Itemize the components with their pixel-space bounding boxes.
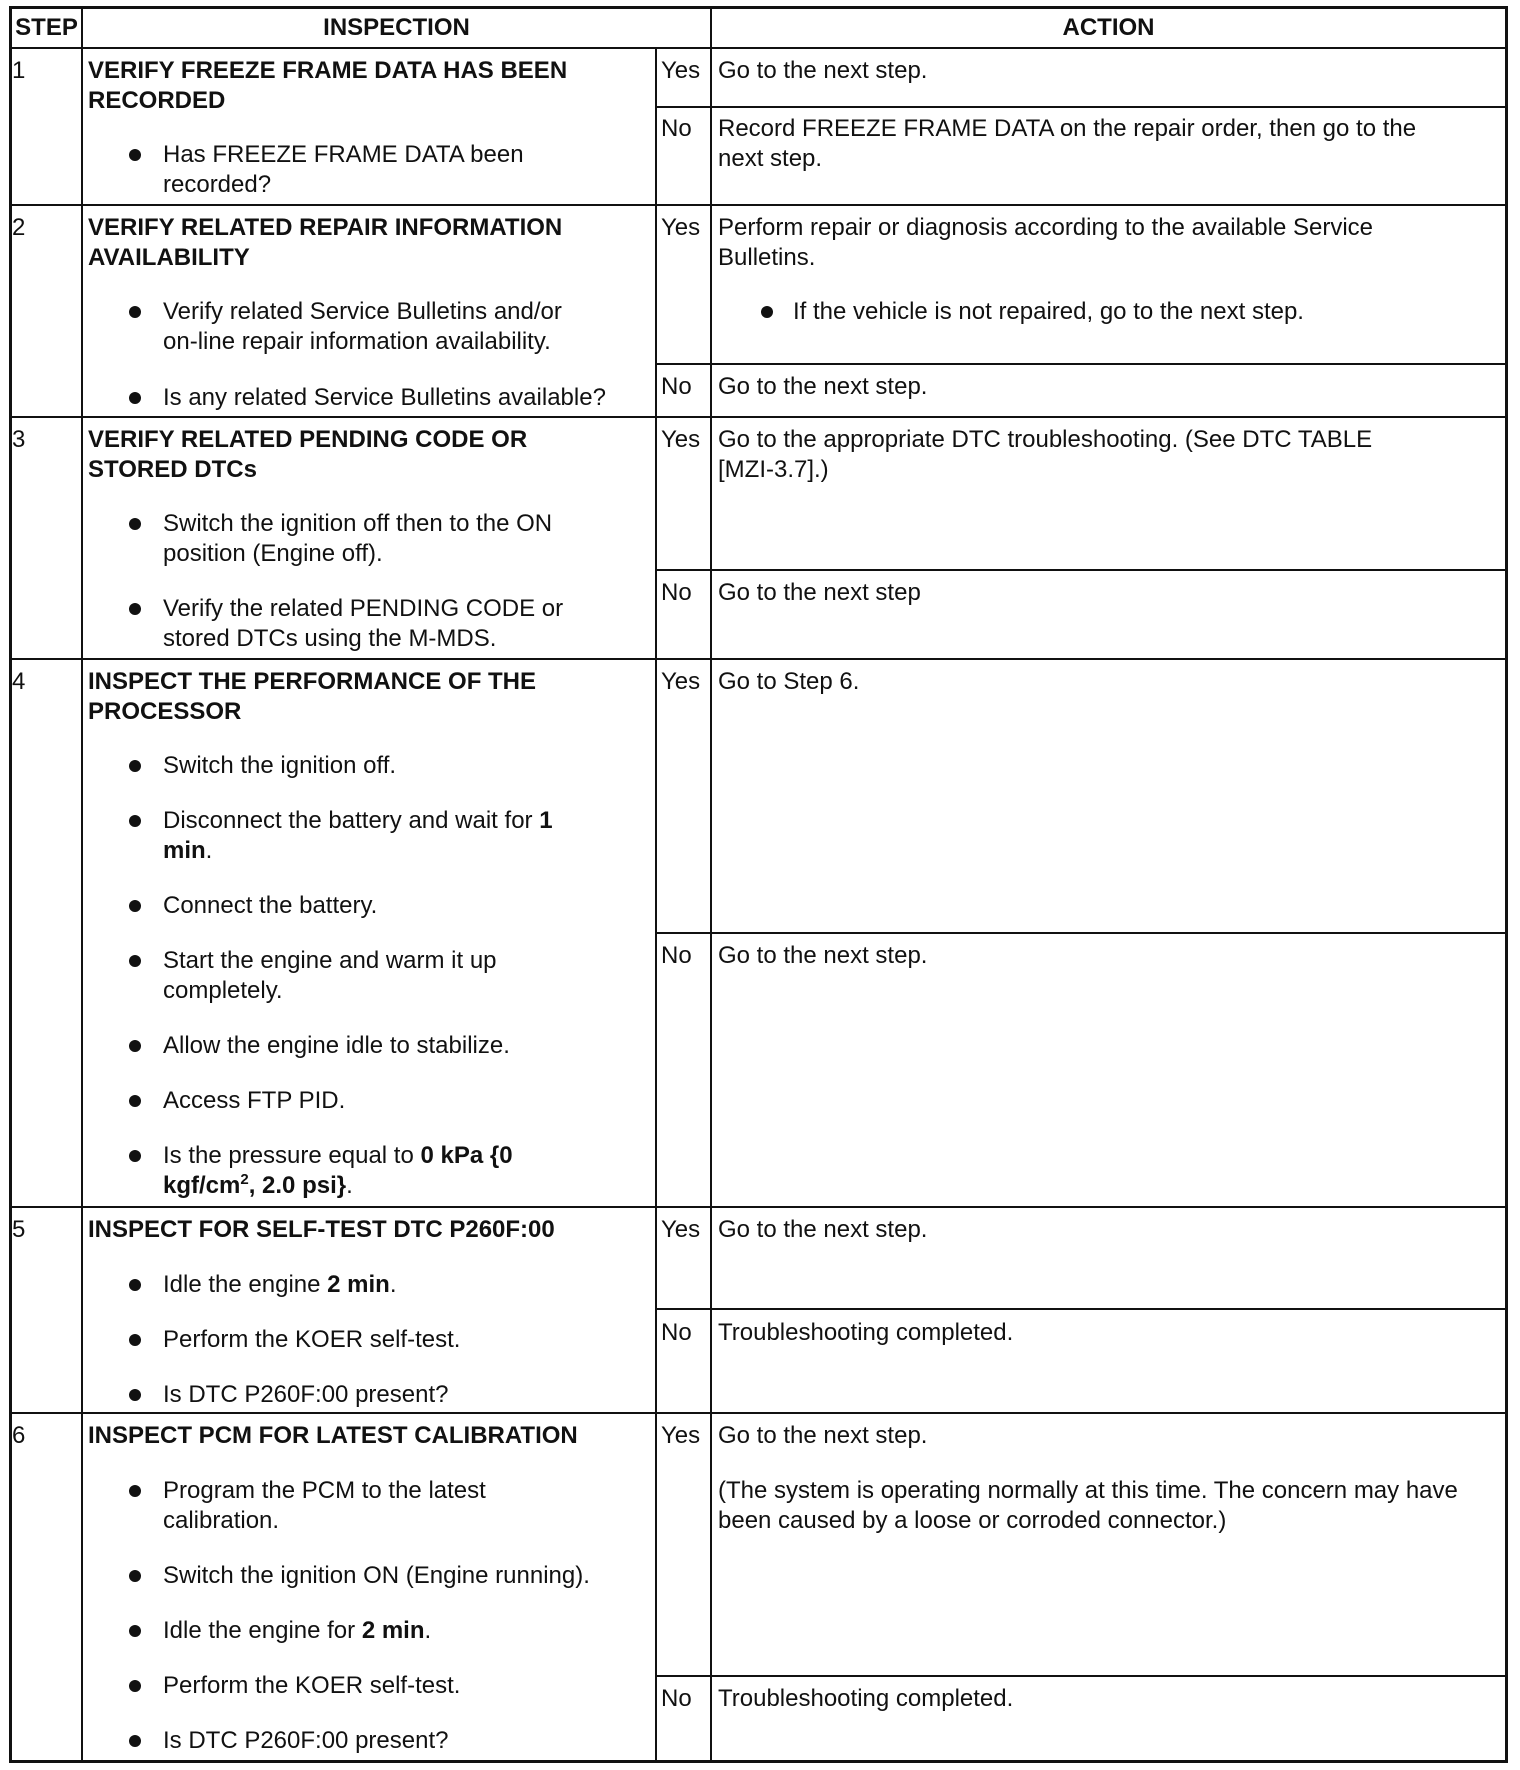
- no-action: Record FREEZE FRAME DATA on the repair order, then go to the: [718, 115, 1417, 142]
- check-item: position (Engine off).: [163, 540, 383, 567]
- check-text: .: [424, 1617, 432, 1644]
- check-item: completely.: [163, 977, 283, 1004]
- bullet-icon: [129, 1334, 141, 1346]
- bullet-icon: [129, 1485, 141, 1497]
- no-action: Go to the next step.: [718, 373, 928, 400]
- yes-no-divider: [655, 1675, 1508, 1677]
- check-value: 2: [240, 1171, 249, 1188]
- row-divider: [9, 658, 1508, 660]
- bullet-icon: [129, 1150, 141, 1162]
- step-title: INSPECT PCM FOR LATEST CALIBRATION: [88, 1422, 578, 1449]
- yes-no-divider: [655, 1308, 1508, 1310]
- check-item: Verify the related PENDING CODE or: [163, 595, 564, 622]
- table-border-right: [1505, 6, 1508, 1763]
- bullet-icon: [129, 149, 141, 161]
- bullet-icon: [129, 392, 141, 404]
- yes-label: Yes: [661, 668, 701, 695]
- no-label: No: [661, 373, 692, 400]
- check-item: [163, 1616, 431, 1646]
- step-title: RECORDED: [88, 87, 226, 114]
- check-item: Program the PCM to the latest: [163, 1477, 486, 1504]
- check-item: Has FREEZE FRAME DATA been: [163, 141, 524, 168]
- step-number: 4: [12, 668, 26, 695]
- no-action: Go to the next step: [718, 579, 921, 606]
- bullet-icon: [761, 306, 773, 318]
- check-text: Idle the engine: [163, 1271, 328, 1298]
- check-item: [163, 806, 553, 836]
- check-item: [163, 1141, 513, 1171]
- step-number: 5: [12, 1216, 26, 1243]
- row-divider: [9, 1412, 1508, 1414]
- header-action: ACTION: [1062, 14, 1155, 41]
- yes-action: (The system is operating normally at this time. The concern may have: [718, 1477, 1458, 1504]
- check-item: Is DTC P260F:00 present?: [163, 1727, 449, 1754]
- step-number: 6: [12, 1422, 26, 1449]
- check-item: Start the engine and warm it up: [163, 947, 497, 974]
- step-number: 2: [12, 214, 26, 241]
- yes-no-divider: [655, 363, 1508, 365]
- col-divider-step: [81, 6, 83, 1763]
- check-item: Verify related Service Bulletins and/or: [163, 298, 562, 325]
- step-title: VERIFY RELATED REPAIR INFORMATION: [88, 214, 563, 241]
- no-action: next step.: [718, 145, 823, 172]
- check-item: stored DTCs using the M-MDS.: [163, 625, 497, 652]
- check-text: Is the pressure equal to: [163, 1142, 421, 1169]
- step-number: 3: [12, 426, 26, 453]
- check-item: recorded?: [163, 171, 272, 198]
- yes-no-divider: [655, 106, 1508, 108]
- bullet-icon: [129, 900, 141, 912]
- bullet-icon: [129, 1279, 141, 1291]
- no-action: Go to the next step.: [718, 942, 928, 969]
- check-item: Switch the ignition off then to the ON: [163, 510, 553, 537]
- yes-label: Yes: [661, 426, 701, 453]
- check-text: .: [346, 1172, 353, 1199]
- yes-action-bullet: If the vehicle is not repaired, go to the next step.: [793, 298, 1304, 325]
- table-border-top: [9, 6, 1508, 9]
- header-inspection: INSPECTION: [323, 14, 470, 41]
- step-title: PROCESSOR: [88, 698, 242, 725]
- col-divider-inspection: [655, 47, 657, 1763]
- no-label: No: [661, 1685, 692, 1712]
- check-item: Switch the ignition off.: [163, 752, 397, 779]
- yes-no-divider: [655, 932, 1508, 934]
- yes-action: Go to the next step.: [718, 1422, 928, 1449]
- bullet-icon: [129, 1040, 141, 1052]
- yes-no-divider: [655, 569, 1508, 571]
- no-label: No: [661, 942, 692, 969]
- check-value: 1: [539, 807, 553, 834]
- bullet-icon: [129, 1735, 141, 1747]
- check-value: 0 kPa {0: [420, 1142, 513, 1169]
- bullet-icon: [129, 955, 141, 967]
- yes-label: Yes: [661, 1216, 701, 1243]
- check-value: kgf/cm: [163, 1172, 241, 1199]
- yes-action: Go to the next step.: [718, 1216, 928, 1243]
- step-title: INSPECT FOR SELF-TEST DTC P260F:00: [88, 1216, 555, 1243]
- check-item: Perform the KOER self-test.: [163, 1672, 461, 1699]
- yes-action: Bulletins.: [718, 244, 816, 271]
- check-value: 2 min: [361, 1617, 425, 1644]
- table-border-left: [9, 6, 12, 1763]
- check-text: .: [205, 837, 213, 864]
- header-step: STEP: [15, 14, 78, 41]
- no-action: Troubleshooting completed.: [718, 1319, 1014, 1346]
- yes-action: Perform repair or diagnosis according to the available Service: [718, 214, 1373, 241]
- check-item: Switch the ignition ON (Engine running).: [163, 1562, 590, 1589]
- step-number: 1: [12, 57, 26, 84]
- bullet-icon: [129, 603, 141, 615]
- yes-action: Go to the appropriate DTC troubleshooting. (See DTC TABLE: [718, 426, 1373, 453]
- bullet-icon: [129, 1389, 141, 1401]
- no-label: No: [661, 1319, 692, 1346]
- check-item: [163, 1270, 397, 1300]
- check-text: Idle the engine for: [163, 1617, 362, 1644]
- bullet-icon: [129, 1570, 141, 1582]
- no-action: Troubleshooting completed.: [718, 1685, 1014, 1712]
- bullet-icon: [129, 1680, 141, 1692]
- yes-action: Go to Step 6.: [718, 668, 860, 695]
- row-divider: [9, 204, 1508, 206]
- yes-action: [MZI-3.7].): [718, 456, 829, 483]
- yes-label: Yes: [661, 1422, 701, 1449]
- step-title: AVAILABILITY: [88, 244, 250, 271]
- check-item: calibration.: [163, 1507, 280, 1534]
- col-divider-action: [710, 6, 712, 1763]
- table-border-bottom: [9, 1760, 1508, 1763]
- step-title: VERIFY RELATED PENDING CODE OR: [88, 426, 528, 453]
- check-item: [163, 1171, 353, 1201]
- check-value: , 2.0 psi}: [248, 1172, 347, 1199]
- check-text: .: [389, 1271, 397, 1298]
- check-value: 2 min: [327, 1271, 390, 1298]
- check-item: Connect the battery.: [163, 892, 378, 919]
- yes-label: Yes: [661, 57, 701, 84]
- bullet-icon: [129, 518, 141, 530]
- bullet-icon: [129, 1625, 141, 1637]
- step-title: VERIFY FREEZE FRAME DATA HAS BEEN: [88, 57, 568, 84]
- step-title: STORED DTCs: [88, 456, 257, 483]
- no-label: No: [661, 579, 692, 606]
- row-divider: [9, 1206, 1508, 1208]
- check-value: min: [163, 837, 206, 864]
- yes-label: Yes: [661, 214, 701, 241]
- check-item: Allow the engine idle to stabilize.: [163, 1032, 510, 1059]
- check-item: Access FTP PID.: [163, 1087, 346, 1114]
- header-divider: [9, 47, 1508, 49]
- check-item: [163, 836, 212, 866]
- check-item: on-line repair information availability.: [163, 328, 551, 355]
- row-divider: [9, 416, 1508, 418]
- bullet-icon: [129, 815, 141, 827]
- check-item: Is DTC P260F:00 present?: [163, 1381, 449, 1408]
- check-item: Is any related Service Bulletins available?: [163, 384, 606, 411]
- yes-action: Go to the next step.: [718, 57, 928, 84]
- bullet-icon: [129, 1095, 141, 1107]
- yes-action: been caused by a loose or corroded connector.): [718, 1507, 1227, 1534]
- bullet-icon: [129, 760, 141, 772]
- step-title: INSPECT THE PERFORMANCE OF THE: [88, 668, 537, 695]
- check-text: Disconnect the battery and wait for: [163, 807, 540, 834]
- bullet-icon: [129, 306, 141, 318]
- check-item: Perform the KOER self-test.: [163, 1326, 461, 1353]
- no-label: No: [661, 115, 692, 142]
